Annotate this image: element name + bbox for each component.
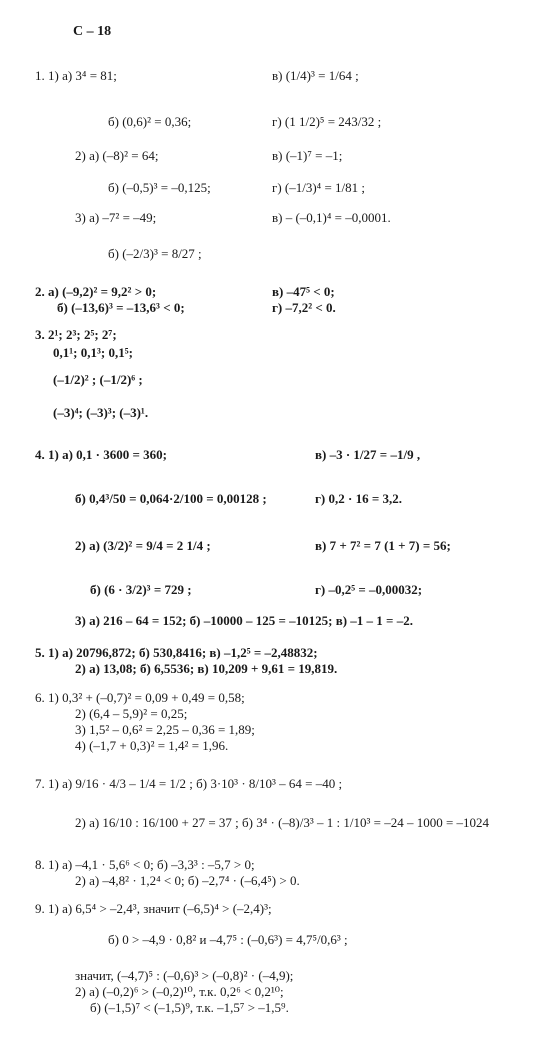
- p9-2: б) 0 > –4,9 · 0,8² и –4,7⁵ : (–0,6³) = 4,7⁵/0,6³ ;: [108, 932, 348, 947]
- p7-1: 7. 1) а) 9/16 · 4/3 – 1/4 = 1/2 ; б) 3·10³ · 8/10³ – 64 = –40 ;: [35, 776, 343, 791]
- p8-2: 2) а) –4,8² · 1,2⁴ < 0; б) –2,7⁴ · (–6,4⁵) > 0.: [75, 873, 300, 888]
- p9-4: 2) а) (–0,2)⁶ > (–0,2)¹⁰, т.к. 0,2⁶ < 0,2¹⁰;: [75, 984, 284, 999]
- p1-1-b: б) (0,6)² = 0,36;: [108, 114, 192, 129]
- p1-3-a: 3) а) –7² = –49;: [75, 210, 157, 225]
- p2-a: 2. а) (–9,2)² = 9,2² > 0;: [35, 284, 157, 299]
- p2-g: г) –7,2² < 0.: [272, 300, 336, 315]
- p1-2-v: в) (–1)⁷ = –1;: [272, 148, 343, 163]
- p1-3-v: в) – (–0,1)⁴ = –0,0001.: [272, 210, 391, 225]
- p3-1: 3. 2¹; 2³; 2⁵; 2⁷;: [35, 327, 117, 342]
- p4-2-b: б) (6 · 3/2)³ = 729 ;: [90, 582, 192, 597]
- p4-3: 3) а) 216 – 64 = 152; б) –10000 – 125 = –10125; в) –1 – 1 = –2.: [75, 613, 413, 628]
- p4-2-v: в) 7 + 7² = 7 (1 + 7) = 56;: [315, 538, 451, 553]
- p1-2-g: г) (–1/3)⁴ = 1/81 ;: [272, 180, 366, 195]
- p4-1-g: г) 0,2 · 16 = 3,2.: [315, 491, 402, 506]
- p4-1-v: в) –3 · 1/27 = –1/9 ,: [315, 447, 421, 462]
- p4-1-a: 4. 1) а) 0,1 · 3600 = 360;: [35, 447, 167, 462]
- p3-4: (–3)⁴; (–3)³; (–3)¹.: [53, 405, 149, 420]
- p3-3: (–1/2)² ; (–1/2)⁶ ;: [53, 372, 143, 387]
- p9-3: значит, (–4,7)⁵ : (–0,6)³ > (–0,8)² · (–4,9);: [75, 968, 294, 983]
- p8-1: 8. 1) а) –4,1 · 5,6⁶ < 0; б) –3,3³ : –5,7 > 0;: [35, 857, 255, 872]
- p9-1: 9. 1) а) 6,5⁴ > –2,4³, значит (–6,5)⁴ > (–2,4)³;: [35, 901, 272, 916]
- p6-2: 2) (6,4 – 5,9)² = 0,25;: [75, 706, 188, 721]
- p1-1-v: в) (1/4)³ = 1/64 ;: [272, 68, 359, 83]
- p5-1: 5. 1) а) 20796,872; б) 530,8416; в) –1,2⁵ = –2,48832;: [35, 645, 318, 660]
- p1-2-a: 2) а) (–8)² = 64;: [75, 148, 159, 163]
- p6-3: 3) 1,5² – 0,6² = 2,25 – 0,36 = 1,89;: [75, 722, 255, 737]
- p1-1-g: г) (1 1/2)⁵ = 243/32 ;: [272, 114, 382, 129]
- p1-3-b: б) (–2/3)³ = 8/27 ;: [108, 246, 202, 261]
- p2-b: б) (–13,6)³ = –13,6³ < 0;: [57, 300, 185, 315]
- p4-1-b: б) 0,4³/50 = 0,064·2/100 = 0,00128 ;: [75, 491, 267, 506]
- p2-v: в) –47⁵ < 0;: [272, 284, 335, 299]
- page-title: С – 18: [73, 24, 112, 39]
- p9-5: б) (–1,5)⁷ < (–1,5)⁹, т.к. –1,5⁷ > –1,5⁹.: [90, 1000, 289, 1015]
- p7-2: 2) а) 16/10 : 16/100 + 27 = 37 ; б) 3⁴ · (–8)/3³ – 1 : 1/10³ = –24 – 1000 = –1024: [75, 815, 490, 830]
- p6-4: 4) (–1,7 + 0,3)² = 1,4² = 1,96.: [75, 738, 229, 753]
- p5-2: 2) а) 13,08; б) 6,5536; в) 10,209 + 9,61 = 19,819.: [75, 661, 338, 676]
- p4-2-a: 2) а) (3/2)² = 9/4 = 2 1/4 ;: [75, 538, 211, 553]
- p1-1-a: 1. 1) а) 3⁴ = 81;: [35, 68, 117, 83]
- p1-2-b: б) (–0,5)³ = –0,125;: [108, 180, 211, 195]
- p6-1: 6. 1) 0,3² + (–0,7)² = 0,09 + 0,49 = 0,58;: [35, 690, 245, 705]
- p4-2-g: г) –0,2⁵ = –0,00032;: [315, 582, 423, 597]
- p3-2: 0,1¹; 0,1³; 0,1⁵;: [53, 345, 133, 360]
